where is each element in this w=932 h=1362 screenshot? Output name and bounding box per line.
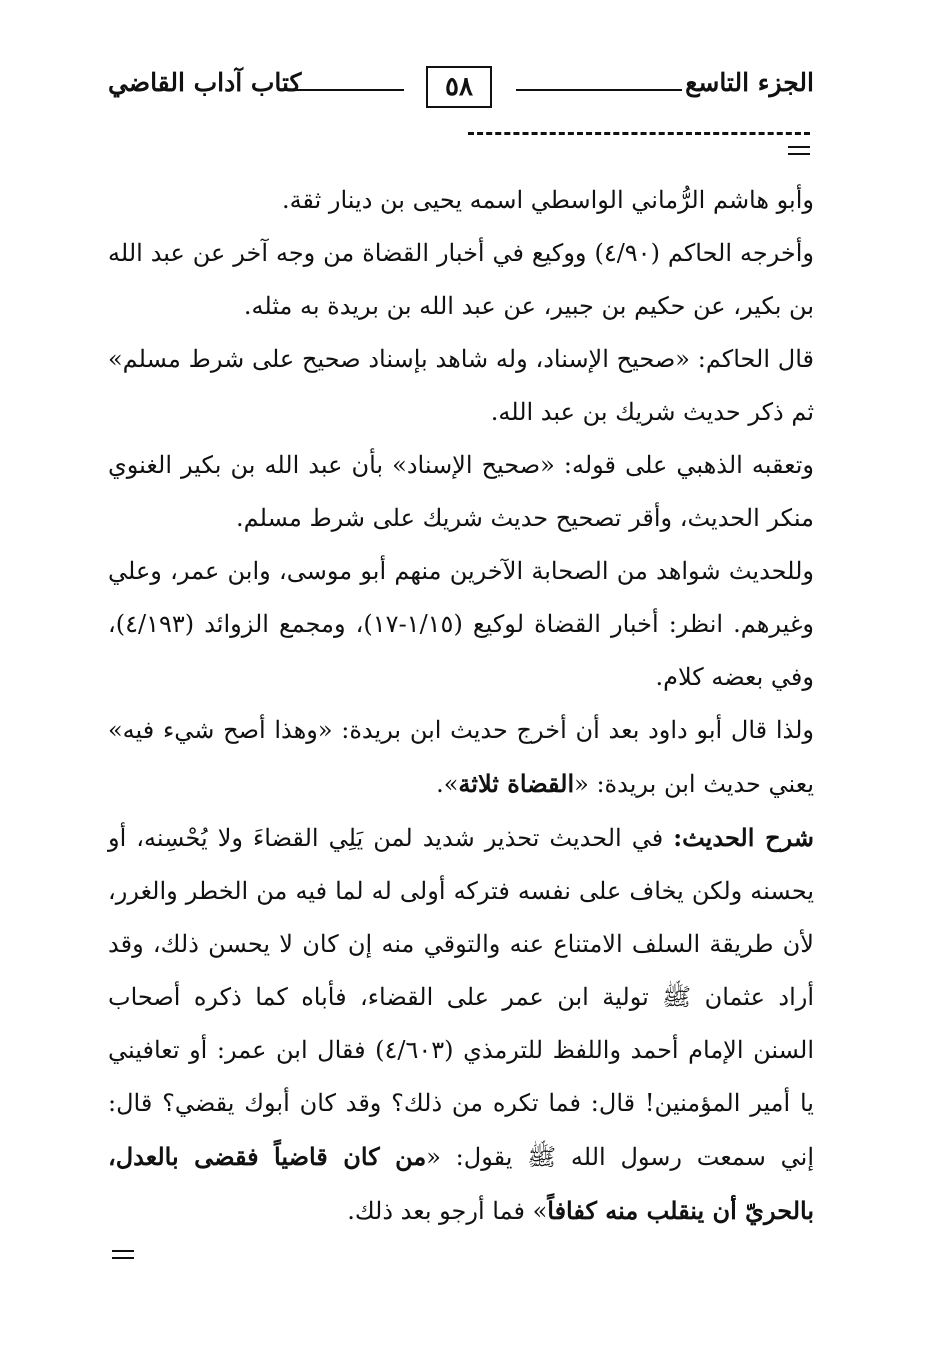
paragraph-4: وتعقبه الذهبي على قوله: «صحيح الإسناد» بأن عبد الله بن بكير الغنوي منكر الحديث، وأقر تصحيح حديث شريك على شرط مسلم. xyxy=(108,451,814,532)
book-title: كتاب آداب القاضي xyxy=(108,68,302,97)
part-label: الجزء التاسع xyxy=(685,68,814,97)
paragraph-7 xyxy=(108,811,814,1238)
paragraph-2: وأخرجه الحاكم (٤/٩٠) ووكيع في أخبار القضاة من وجه آخر عن عبد الله بن بكير، عن حكيم بن جبير، عن عبد الله بن بريدة به مثله. xyxy=(108,239,814,320)
paragraph-5: وللحديث شواهد من الصحابة الآخرين منهم أبو موسى، وابن عمر، وعلي وغيرهم. انظر: أخبار القضاة لوكيع (١/١٥-١٧)، ومجمع الزوائد (٤/١٩٣)، وفي بعضه كلام. xyxy=(108,557,814,691)
paragraph-1: وأبو هاشم الرُّماني الواسطي اسمه يحيى بن دينار ثقة. xyxy=(281,186,814,214)
footnote-text xyxy=(108,174,814,1238)
page-number: ٥٨ xyxy=(426,66,492,108)
paragraph-6-hadith-title: القضاة ثلاثة xyxy=(458,769,575,798)
paragraph-6 xyxy=(108,704,814,811)
paragraph-3: قال الحاكم: «صحيح الإسناد، وله شاهد بإسناد صحيح على شرط مسلم» ثم ذكر حديث شريك بن عبد الله. xyxy=(108,345,814,426)
paragraph-7-text-b: » فما أرجو بعد ذلك. xyxy=(347,1197,548,1225)
footnote-separator-dashed xyxy=(468,132,810,135)
footnote-marker-bottom xyxy=(112,1250,134,1259)
paragraph-6-text-b: ». xyxy=(436,770,459,798)
paragraph-6-text-a: ولذا قال أبو داود بعد أن أخرج حديث ابن بريدة: «وهذا أصح شيء فيه» يعني حديث ابن بريدة: « xyxy=(108,716,814,798)
paragraph-7-hadith-quote: من كان قاضياً فقضى بالعدل، بالحريّ أن ينقلب منه كفافاً xyxy=(108,1142,814,1225)
page-header xyxy=(108,62,814,114)
section-heading-hadith-explanation: شرح الحديث: xyxy=(673,823,814,852)
header-rule-right xyxy=(516,89,682,91)
footnote-marker-top xyxy=(788,146,810,155)
paragraph-7-text-a: في الحديث تحذير شديد لمن يَلِي القضاءَ ولا يُحْسِنه، أو يحسنه ولكن يخاف على نفسه فتركه أولى له لما فيه من الخطر والغرر، لأن طريقة السلف الامتناع عنه والتوقي منه إن كان لا يحسن ذلك، وقد أراد عثمان ﷺ تولية ابن عمر على القضاء، فأباه كما ذكره أصحاب السنن الإمام أحمد واللفظ للترمذي (٤/٦٠٣) فقال ابن عمر: أو تعافيني يا أمير المؤمنين! قال: فما تكره من ذلك؟ وقد كان أبوك يقضي؟ قال: إني سمعت رسول الله ﷺ يقول: « xyxy=(108,824,814,1171)
